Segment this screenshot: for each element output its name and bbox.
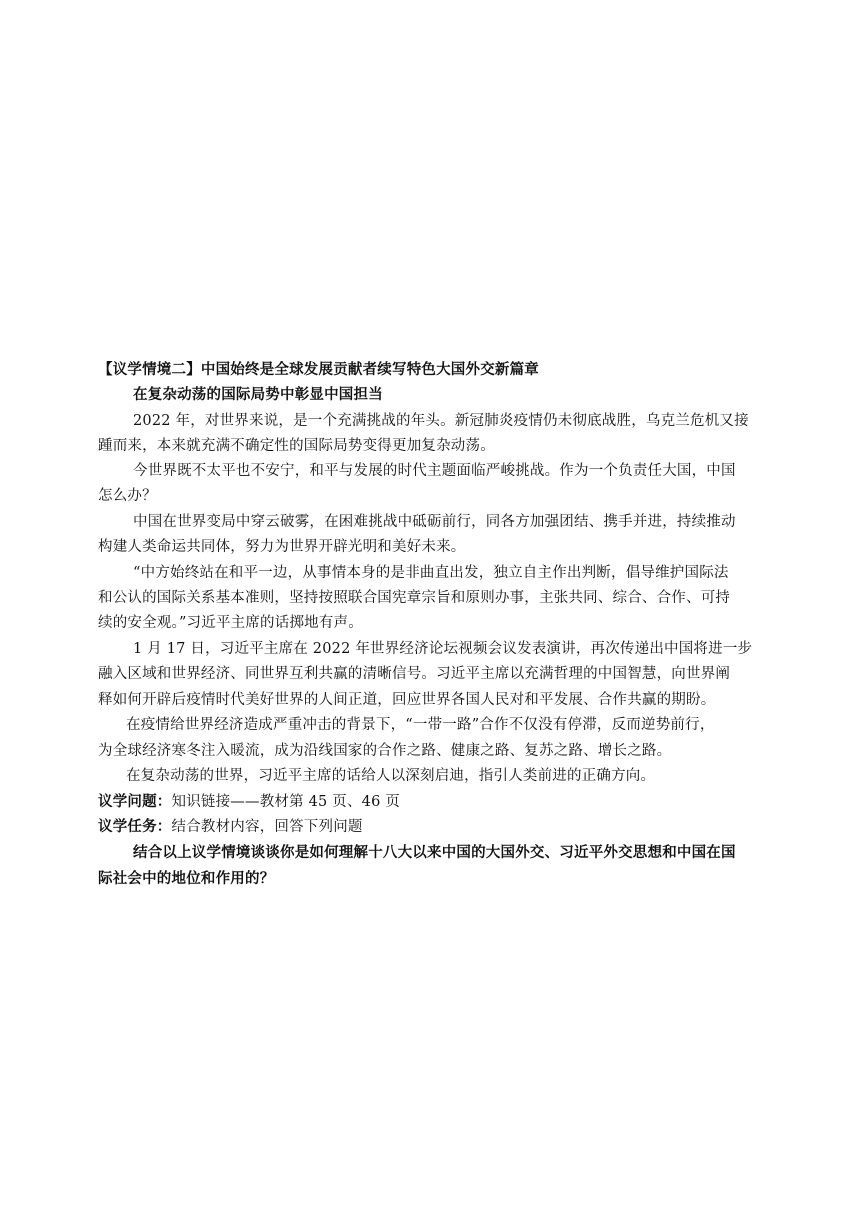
section-heading: 【议学情境二】中国始终是全球发展贡献者续写特色大国外交新篇章 [98,362,539,378]
paragraph-line: 续的安全观。”习近平主席的话掷地有声。 [98,615,363,631]
section-subheading: 在复杂动荡的国际局势中彰显中国担当 [133,387,383,403]
question-line: 结合以上议学情境谈谈你是如何理解十八大以来中国的大国外交、习近平外交思想和中国在国 [133,845,736,861]
question-line: 际社会中的地位和作用的？ [98,871,275,887]
task-label: 议学任务： [98,819,172,835]
paragraph-line: 融入区域和世界经济、同世界互利共赢的清晰信号。习近平主席以充满哲理的中国智慧，向世界阐 [98,666,731,682]
paragraph-line: 构建人类命运共同体，努力为世界开辟光明和美好未来。 [98,539,466,555]
paragraph-line: 在复杂动荡的世界，习近平主席的话给人以深刻启迪，指引人类前进的正确方向。 [126,768,656,784]
issue-label: 议学问题： [98,794,172,810]
paragraph-line: 释如何开辟后疫情时代美好世界的人间正道，回应世界各国人民对和平发展、合作共赢的期盼。 [98,692,716,708]
paragraph-line: 中国在世界变局中穿云破雾，在困难挑战中砥砺前行，同各方加强团结、携手并进，持续推动 [133,514,736,530]
paragraph-line: 怎么办？ [98,488,157,504]
paragraph-line: 1 月 17 日，习近平主席在 2022 年世界经济论坛视频会议发表演讲，再次传递出中国将进一步 [133,641,753,657]
paragraph-line: 今世界既不太平也不安宁，和平与发展的时代主题面临严峻挑战。作为一个负责任大国，中国 [133,463,736,479]
paragraph-line: 踵而来，本来就充满不确定性的国际局势变得更加复杂动荡。 [98,438,495,454]
issue-row [98,792,400,812]
task-text: 结合教材内容，回答下列问题 [171,819,363,835]
paragraph-line: 为全球经济寒冬注入暖流，成为沿线国家的合作之路、健康之路、复苏之路、增长之路。 [98,743,672,759]
paragraph-line: 2022 年，对世界来说，是一个充满挑战的年头。新冠肺炎疫情仍未彻底战胜，乌克兰危机又接 [133,413,749,429]
paragraph-line: 和公认的国际关系基本准则，坚持按照联合国宪章宗旨和原则办事，主张共同、综合、合作、可持 [98,590,731,606]
task-row [98,817,363,837]
paragraph-line: 在疫情给世界经济造成严重冲击的背景下，“一带一路”合作不仅没有停滞，反而逆势前行， [126,717,715,733]
issue-text: 知识链接——教材第 45 页、46 页 [171,794,401,810]
paragraph-line: “中方始终站在和平一边，从事情本身的是非曲直出发，独立自主作出判断，倡导维护国际法 [133,565,729,581]
